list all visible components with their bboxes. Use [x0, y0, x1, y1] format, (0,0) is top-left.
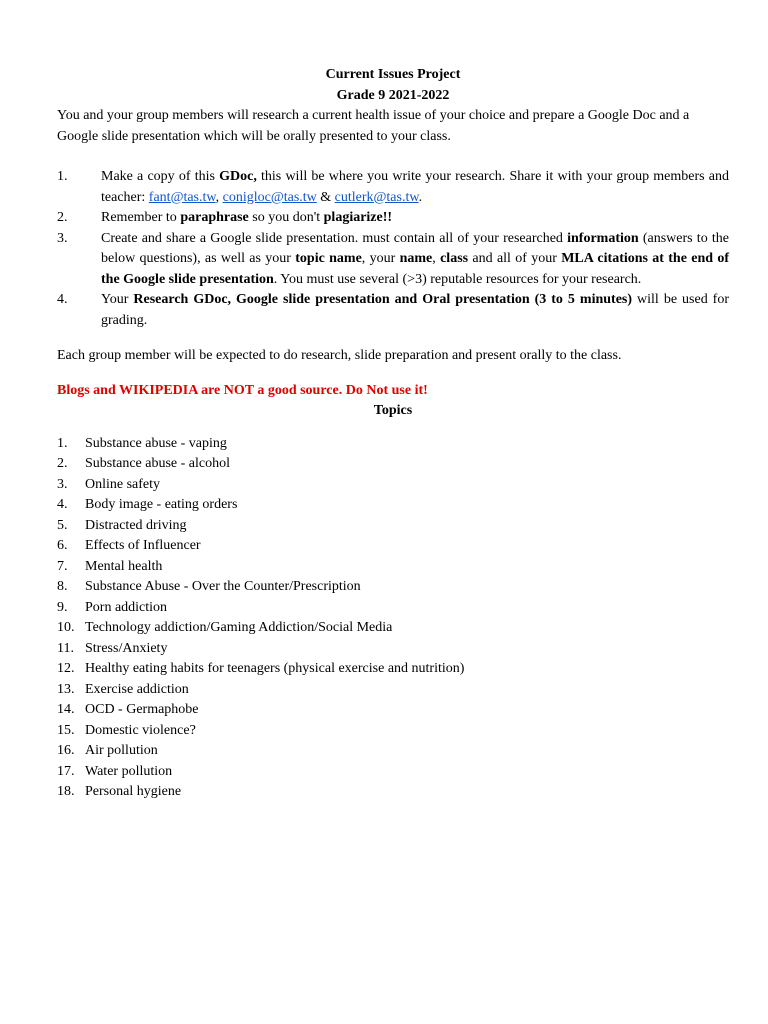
topic-number: 15.: [57, 722, 75, 738]
emphasis-text: paraphrase: [180, 210, 249, 225]
instruction-text: , your: [361, 251, 400, 266]
topic-text: Healthy eating habits for teenagers (physical exercise and nutrition): [85, 661, 465, 676]
source-warning: Blogs and WIKIPEDIA are NOT a good source. Do Not use it!: [57, 382, 428, 398]
topic-text: Body image - eating orders: [85, 497, 238, 512]
topic-item: [57, 434, 729, 455]
topic-text: Water pollution: [85, 763, 173, 779]
instruction-text: and all of your: [468, 251, 562, 266]
topic-item: [57, 639, 729, 660]
email-link-fant[interactable]: fant@tas.tw: [148, 189, 216, 205]
document-page: [57, 65, 729, 803]
instruction-item-4: [57, 290, 729, 331]
emphasis-text: plagiarize!!: [323, 210, 393, 225]
topic-number: 11.: [57, 640, 74, 656]
topics-list: [57, 434, 729, 803]
email-link-cutlerk[interactable]: cutlerk@tas.tw: [334, 189, 419, 205]
topic-item: [57, 454, 729, 475]
topic-text: Distracted driving: [85, 517, 187, 533]
topic-item: [57, 721, 729, 742]
topic-item: [57, 577, 729, 598]
topic-item: [57, 475, 729, 496]
topic-item: [57, 618, 729, 639]
topic-text: Substance abuse - vaping: [85, 435, 227, 451]
instruction-item-1: [57, 167, 729, 208]
document-subtitle: Grade 9 2021-2022: [336, 87, 450, 103]
instruction-number: 3.: [57, 230, 68, 246]
topic-item: [57, 700, 729, 721]
emphasis-text: topic name: [295, 251, 362, 266]
topic-item: [57, 741, 729, 762]
instruction-text: ,: [432, 251, 441, 266]
topic-text: Air pollution: [85, 743, 158, 758]
separator: ,: [215, 189, 223, 205]
topic-text: Domestic violence?: [85, 722, 196, 738]
instruction-item-2: [57, 208, 729, 229]
instruction-item-3: [57, 229, 729, 291]
topic-number: 12.: [57, 661, 75, 676]
gdoc-link-text: GDoc,: [219, 169, 257, 184]
topic-number: 4.: [57, 497, 68, 512]
instruction-text: Your: [101, 292, 134, 307]
instruction-number: 4.: [57, 292, 68, 307]
instruction-text: will be used for grading.: [101, 292, 730, 328]
separator: &: [316, 189, 335, 205]
instruction-text: Create and share a Google slide presentation. must contain all of your researched: [101, 230, 568, 246]
topic-number: 14.: [57, 702, 75, 717]
topic-text: OCD - Germaphobe: [85, 702, 199, 717]
instruction-text: (answers to the below questions), as well as your: [101, 230, 729, 266]
topic-item: [57, 536, 729, 557]
emphasis-text: class: [440, 251, 469, 266]
emphasis-text: Research GDoc, Google slide presentation and Oral presentation (3 to 5 minutes): [133, 292, 633, 307]
instruction-number: 1.: [57, 169, 68, 184]
instruction-text: this will be where you write your research. Share it with your group members and teacher:: [101, 169, 729, 205]
topic-number: 17.: [57, 763, 75, 779]
emphasis-text: MLA citations at the end of the Google slide presentation: [101, 251, 730, 287]
topic-item: [57, 782, 729, 803]
topic-text: Online safety: [85, 476, 161, 492]
topic-number: 13.: [57, 681, 75, 697]
topics-heading: Topics: [373, 403, 413, 418]
topic-number: 6.: [57, 538, 68, 553]
topic-item: [57, 659, 729, 680]
topic-item: [57, 557, 729, 578]
topic-text: Substance Abuse - Over the Counter/Prescription: [85, 579, 361, 594]
instruction-text: .: [418, 189, 423, 205]
topic-text: Exercise addiction: [85, 681, 189, 697]
intro-paragraph: You and your group members will research a current health issue of your choice and prepare a Google Doc and a Google slide presentation which will be orally presented to your class.: [57, 108, 690, 144]
topic-item: [57, 680, 729, 701]
instruction-text: Make a copy of this: [101, 169, 220, 184]
topic-number: 3.: [57, 476, 68, 492]
topic-text: Stress/Anxiety: [85, 640, 168, 656]
document-title: Current Issues Project: [325, 67, 461, 82]
topic-text: Technology addiction/Gaming Addiction/Social Media: [85, 620, 393, 635]
topic-number: 2.: [57, 456, 68, 471]
topic-item: [57, 762, 729, 783]
topic-item: [57, 495, 729, 516]
topic-item: [57, 516, 729, 537]
emphasis-text: information: [567, 230, 639, 246]
topic-text: Effects of Influencer: [85, 538, 201, 553]
topic-number: 18.: [57, 784, 75, 799]
topic-text: Personal hygiene: [85, 784, 182, 799]
topic-text: Mental health: [85, 558, 163, 574]
instruction-number: 2.: [57, 210, 68, 225]
topic-number: 7.: [57, 558, 68, 574]
instruction-text: . You must use several (>3) reputable resources for your research.: [273, 271, 642, 287]
instruction-text: Remember to: [101, 210, 181, 225]
topic-number: 10.: [57, 620, 75, 635]
instruction-text: so you don't: [248, 210, 324, 225]
topic-number: 9.: [57, 599, 68, 615]
topic-number: 16.: [57, 743, 75, 758]
topic-number: 5.: [57, 517, 68, 533]
topic-text: Porn addiction: [85, 599, 168, 615]
group-expectation-paragraph: Each group member will be expected to do research, slide preparation and present orally to the class.: [57, 348, 622, 363]
topic-item: [57, 598, 729, 619]
topic-text: Substance abuse - alcohol: [85, 456, 231, 471]
topic-number: 1.: [57, 435, 68, 451]
emphasis-text: name: [399, 251, 433, 266]
instructions-list: [57, 167, 729, 331]
email-link-conigloc[interactable]: conigloc@tas.tw: [222, 189, 317, 205]
topic-number: 8.: [57, 579, 68, 594]
